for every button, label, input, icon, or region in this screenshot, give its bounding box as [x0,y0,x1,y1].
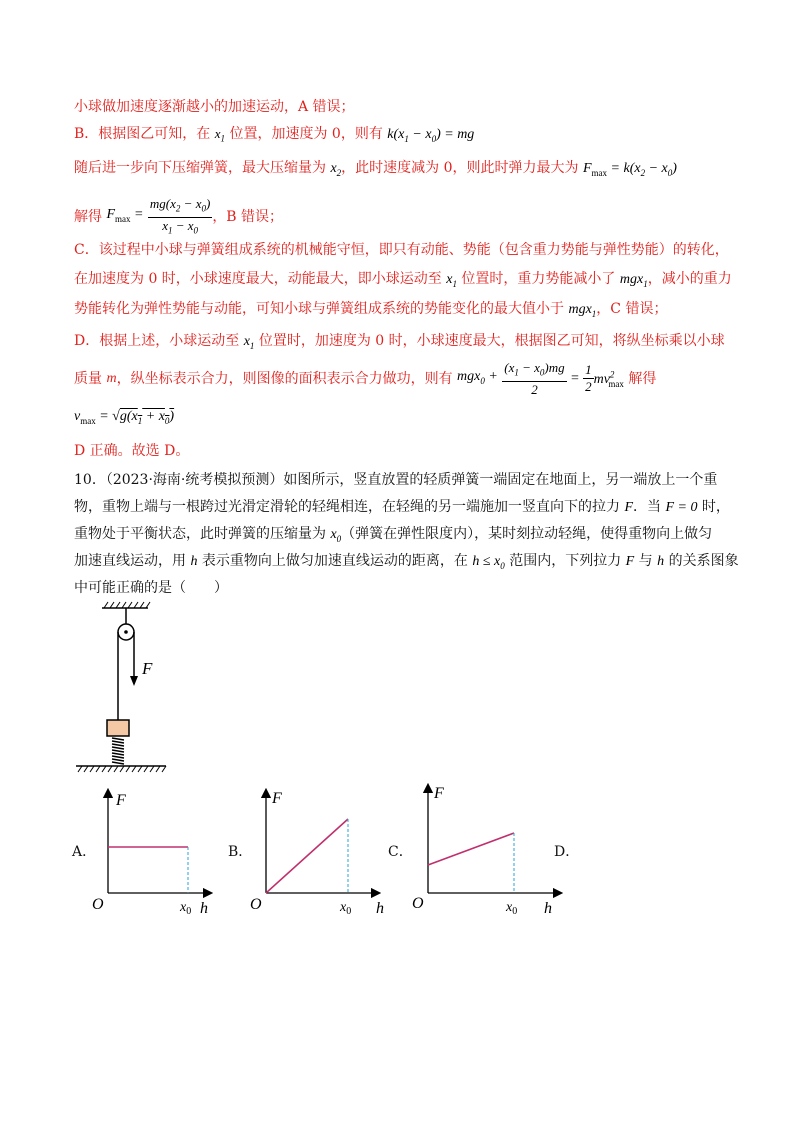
graph-b-curve [266,819,348,893]
option-b-label[interactable]: B． [228,844,253,860]
svg-text:F: F [116,792,126,809]
solution-line-3: 随后进一步向下压缩弹簧，最大压缩量为 $x_2$，此时速度减为 0，则此时弹力最大为 $F_{max} = k(x_2 - x_0)$ [74,160,677,178]
question-line-5: 中可能正确的是（ ） [74,580,228,596]
question-line-1: 10．（2023·海南·统考模拟预测）如图所示，竖直放置的轻质弹簧一端固定在地面上，另一端放上一个重 [74,472,718,488]
solution-line-1: 小球做加速度逐渐越小的加速运动，A 错误； [74,99,355,115]
graph-option-a [90,785,210,920]
question-line-4: 加速直线运动，用 h 表示重物向上做匀加速直线运动的距离，在 $h \le x_0$ 范围内，下列拉力 F 与 h 的关系图象 [74,553,739,571]
svg-text:F: F [434,785,444,802]
svg-text:O: O [92,896,104,913]
svg-text:x0: $x_0$ [180,900,192,917]
solution-line-9: 质量 m，纵坐标表示合力，则图像的面积表示合力做功，则有 mgx$_0$ + $\frac{(x_1 - x_0)mg}{2}$ = $\frac{1}{2}$ $mv^2_{max}$ 解得 [74,360,657,397]
weight-block [107,720,129,736]
spring-icon [112,738,124,764]
graph-option-b [250,785,384,920]
option-c-label[interactable]: C． [388,844,413,860]
svg-text:h: h [544,900,552,917]
solution-line-5: C．该过程中小球与弹簧组成系统的机械能守恒，即只有动能、势能（包含重力势能与弹性势能）的转化， [74,242,729,258]
svg-text:h: h [200,900,208,917]
option-d-label[interactable]: D． [554,844,580,860]
svg-text:F: F [272,790,282,807]
svg-text:x0: $x_0$ [506,900,518,917]
graph-c-curve [428,833,514,865]
svg-text:O: O [412,895,424,912]
solution-line-4: 解得 $F_{max}$ = $\frac{mg(x_2 - x_0)}{x_1 - x_0}$ ，B 错误； [74,196,284,236]
solution-line-6: 在加速度为 0 时，小球速度最大，动能最大，即小球运动至 $x_1$ 位置时，重力势能减小了 mgx$_1$，减小的重力 [74,271,732,289]
option-a-label[interactable]: A． [72,844,97,860]
question-line-3: 重物处于平衡状态，此时弹簧的压缩量为 $x_0$（弹簧在弹性限度内），某时刻拉动轻绳，使得重物向上做匀 [74,526,713,544]
solution-line-11: D 正确。故选 D。 [74,443,190,459]
solution-line-10-formula: $v_{max} = √g(x_1 + x_0)$ [74,409,175,426]
solution-line-8: D．根据上述，小球运动至 $x_1$ 位置时，加速度为 0 时，小球速度最大，根据图乙可知，将纵坐标乘以小球 [74,333,725,351]
force-label: F [142,659,153,678]
pulley-spring-figure [70,600,180,775]
question-line-2: 物，重物上端与一根跨过光滑定滑轮的轻绳相连，在轻绳的另一端施加一竖直向下的拉力 F．当 F = 0 时， [74,499,730,515]
svg-text:O: O [250,896,262,913]
solution-line-2: B．根据图乙可知，在 $x_1$ 位置，加速度为 0，则有 $k(x_1 - x_0)$ = mg [74,126,475,144]
svg-text:x0: $x_0$ [340,900,352,917]
graph-option-c [412,780,562,920]
svg-text:h: h [376,900,384,917]
solution-line-7: 势能转化为弹性势能与动能，可知小球与弹簧组成系统的势能变化的最大值小于 mgx$_1$，C 错误； [74,301,668,319]
